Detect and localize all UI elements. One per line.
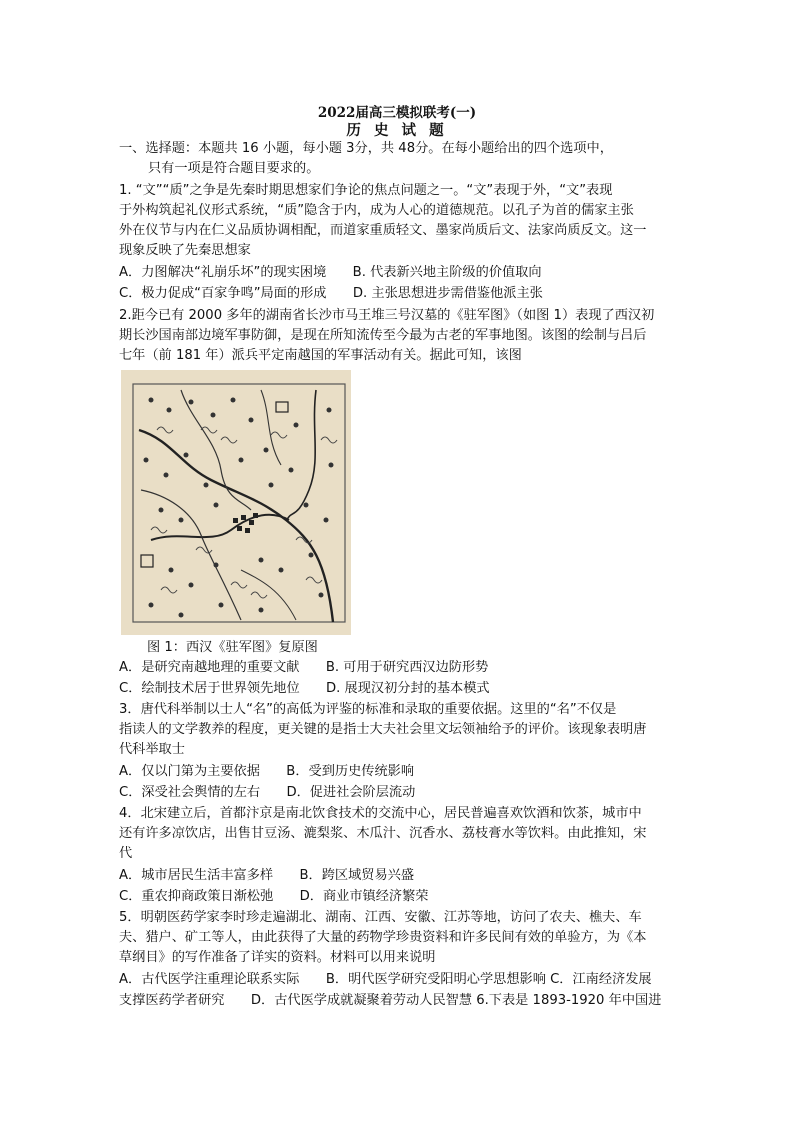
q1-options: A．力图解决“礼崩乐坏”的现实困境 B. 代表新兴地主阶级的价值取向 [119, 265, 542, 280]
q1-options: C．极力促成“百家争鸣”局面的形成 D. 主张思想进步需借鉴他派主张 [119, 286, 543, 301]
q4-options: A．城市居民生活丰富多样 B．跨区域贸易兴盛 [119, 868, 415, 883]
q3-stem-line: 代科举取士 [119, 742, 185, 757]
q3-options: C．深受社会舆情的左右 D．促进社会阶层流动 [119, 785, 416, 800]
q2-options: C．绘制技术居于世界领先地位 D. 展现汉初分封的基本模式 [119, 681, 490, 696]
q1-stem-line: 外在仪节与内在仁义品质协调相配，而道家重质轻文、墨家尚质后文、法家尚质反文。这一 [119, 223, 647, 238]
section-heading-cont: 只有一项是符合题目要求的。 [148, 161, 320, 176]
q2-stem-line: 2.距今已有 2000 多年的湖南省长沙市马王堆三号汉墓的《驻军图》（如图 1）表现了西汉初 [119, 308, 655, 323]
q3-options: A．仅以门第为主要依据 B．受到历史传统影响 [119, 764, 415, 779]
subject-title: 历 史 试 题 [346, 122, 448, 139]
q5-stem-line: 5．明朝医药学家李时珍走遍湖北、湖南、江西、安徽、江苏等地，访问了农夫、樵夫、车 [119, 910, 642, 925]
q1-stem-line: 现象反映了先秦思想家 [119, 243, 251, 258]
q2-options: A．是研究南越地理的重要文献 B. 可用于研究西汉边防形势 [119, 660, 489, 675]
q2-stem-line: 期长沙国南部边境军事防御，是现在所知流传至今最为古老的军事地图。该图的绘制与吕后 [119, 328, 647, 343]
q5-options: 支撑医药学者研究 D．古代医学成就凝聚着劳动人民智慧 6.下表是 1893-1920 年中国进 [119, 993, 662, 1008]
q5-stem-line: 夫、猎户、矿工等人，由此获得了大量的药物学珍贵资料和许多民间有效的单验方，为《本 [119, 930, 647, 945]
q4-stem-line: 4．北宋建立后，首都汴京是南北饮食技术的交流中心，居民普遍喜欢饮酒和饮茶，城市中 [119, 806, 642, 821]
q2-stem-line: 七年（前 181 年）派兵平定南越国的军事活动有关。据此可知，该图 [119, 348, 522, 363]
exam-title: 2022届高三模拟联考(一) [317, 105, 477, 121]
q3-stem-line: 3．唐代科举制以士人“名”的高低为评鉴的标准和录取的重要依据。这里的“名”不仅是 [119, 702, 617, 717]
figure-caption: 图 1：西汉《驻军图》复原图 [147, 640, 318, 655]
section-heading: 一、选择题：本题共 16 小题，每小题 3分，共 48分。在每小题给出的四个选项中， [119, 141, 613, 156]
military-map-figure [121, 370, 351, 635]
q5-options: A．古代医学注重理论联系实际 B．明代医学研究受阳明心学思想影响 C．江南经济发展 [119, 972, 652, 987]
q3-stem-line: 指读人的文学教养的程度，更关键的是指士大夫社会里文坛领袖给予的评价。该现象表明唐 [119, 722, 647, 737]
q1-stem-line: 于外构筑起礼仪形式系统，“质”隐含于内，成为人心的道德规范。以孔子为首的儒家主张 [119, 203, 634, 218]
q1-stem-line: 1. “文”“质”之争是先秦时期思想家们争论的焦点问题之一。“文”表现于外，“文”表现 [119, 183, 613, 198]
q4-options: C．重农抑商政策日渐松弛 D．商业市镇经济繁荣 [119, 889, 429, 904]
q5-stem-line: 草纲目》的写作准备了详实的资料。材料可以用来说明 [119, 950, 436, 965]
q4-stem-line: 还有许多凉饮店，出售甘豆汤、漉梨浆、木瓜汁、沉香水、荔枝膏水等饮料。由此推知，宋 [119, 826, 647, 841]
q4-stem-line: 代 [119, 846, 133, 861]
